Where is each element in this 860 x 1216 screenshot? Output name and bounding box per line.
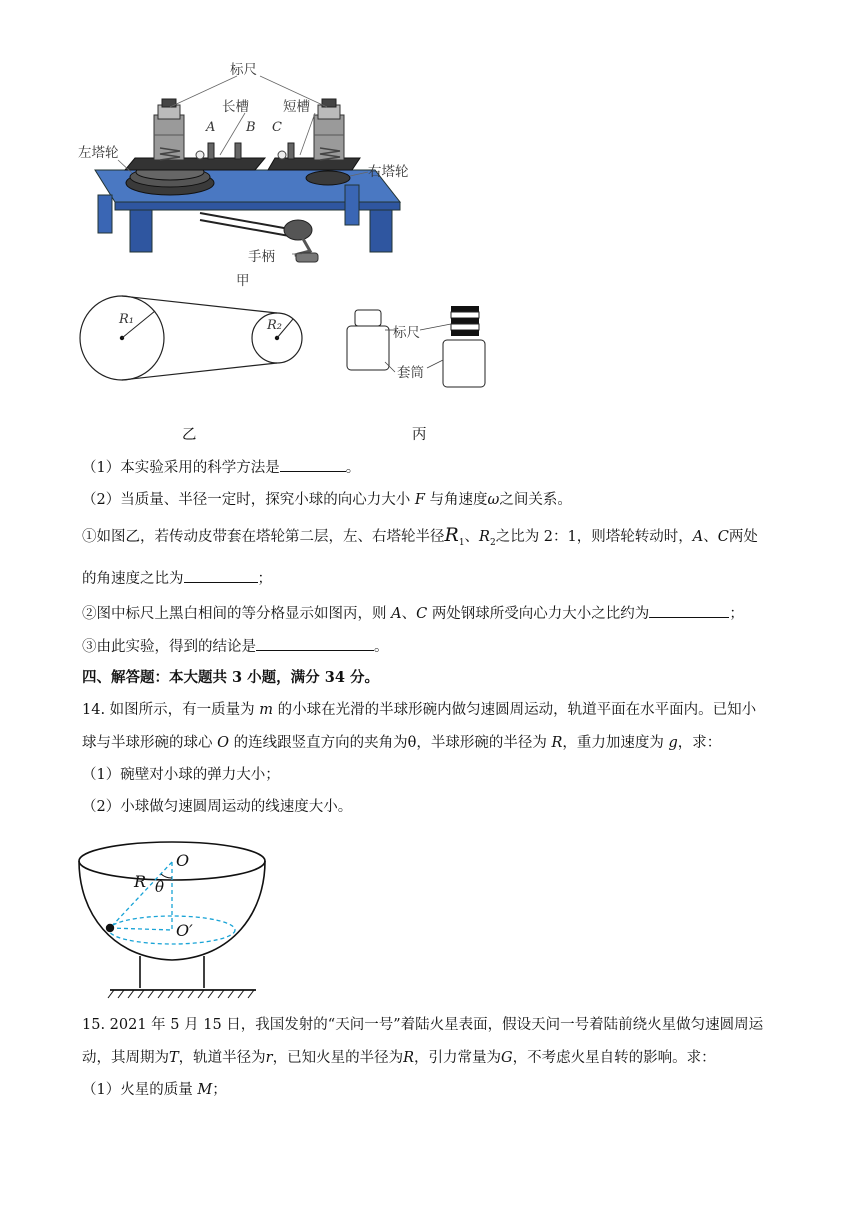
q13-part1: （1）本实验采用的科学方法是 。 <box>82 457 360 478</box>
caption-yi: 乙 <box>182 427 197 443</box>
q13-sub3: ③由此实验，得到的结论是 。 <box>82 636 389 657</box>
apparatus-leg <box>130 210 152 252</box>
q15-line2: 动，其周期为T，轨道半径为r，已知火星的半径为R，引力常量为G，不考虑火星自转的影响。求： <box>82 1050 716 1066</box>
q14-part1: （1）碗壁对小球的弹力大小； <box>82 767 280 783</box>
answer-blank[interactable] <box>280 457 346 472</box>
q13-sub1-line1: ①如图乙，若传动皮带套在塔轮第二层，左、右塔轮半径$R_1$、$R_2$之比为 2：1，则塔轮转动时，A、C两处 <box>82 524 758 548</box>
label-sleeve: 套筒 <box>397 365 424 381</box>
q13-sub1-line2: 的角速度之比为 ； <box>82 568 272 589</box>
label-b: B <box>246 120 256 135</box>
answer-blank[interactable] <box>184 568 258 583</box>
label-scale: 标尺 <box>393 325 420 341</box>
label-r1: R₁ <box>119 312 134 327</box>
label-o-prime: O′ <box>176 921 193 940</box>
caption-bing: 丙 <box>412 427 427 443</box>
label-theta: θ <box>155 878 165 896</box>
label-o: O <box>176 851 190 870</box>
pulley-figure <box>75 290 315 390</box>
scale-sleeve-figure <box>335 300 505 395</box>
label-handle: 手柄 <box>248 249 275 265</box>
label-r2: R₂ <box>267 318 282 333</box>
caption-jia: 甲 <box>236 273 250 289</box>
label-a: A <box>206 120 216 135</box>
q13-part2: （2）当质量、半径一定时，探究小球的向心力大小 F 与角速度ω之间关系。 <box>82 492 572 508</box>
section-heading: 四、解答题：本大题共 3 小题，满分 34 分。 <box>82 669 379 686</box>
answer-blank[interactable] <box>256 636 374 651</box>
label-right-tower-wheel: 右塔轮 <box>368 164 409 180</box>
hemisphere-bowl <box>79 861 265 960</box>
label-long-groove: 长槽 <box>222 99 249 115</box>
right-tower-wheel <box>306 171 350 185</box>
q15-line1: 15. 2021 年 5 月 15 日，我国发射的“天问一号”着陆火星表面，假设天问一号着陆前绕火星做匀速圆周运 <box>82 1017 764 1033</box>
label-c: C <box>272 120 282 135</box>
bowl-figure <box>72 838 272 1003</box>
q14-line2: 球与半球形碗的球心 O 的连线跟竖直方向的夹角为θ，半球形碗的半径为 R，重力加速度为 g，求： <box>82 735 722 751</box>
answer-blank[interactable] <box>649 603 729 618</box>
q14-part2: （2）小球做匀速圆周运动的线速度大小。 <box>82 799 353 815</box>
label-left-tower-wheel: 左塔轮 <box>78 145 119 161</box>
label-biaochi: 标尺 <box>230 62 257 78</box>
label-short-groove: 短槽 <box>283 99 310 115</box>
q15-part1: （1）火星的质量 M； <box>82 1082 227 1098</box>
label-r: R <box>134 872 147 891</box>
q13-sub2: ②图中标尺上黑白相间的等分格显示如图丙，则 A、C 两处钢球所受向心力大小之比约为 ； <box>82 603 744 624</box>
ball <box>106 924 114 932</box>
apparatus-figure <box>70 55 430 290</box>
q14-line1: 14. 如图所示，有一质量为 m 的小球在光滑的半球形碗内做匀速圆周运动，轨道平面在水平面内。已知小 <box>82 702 757 718</box>
